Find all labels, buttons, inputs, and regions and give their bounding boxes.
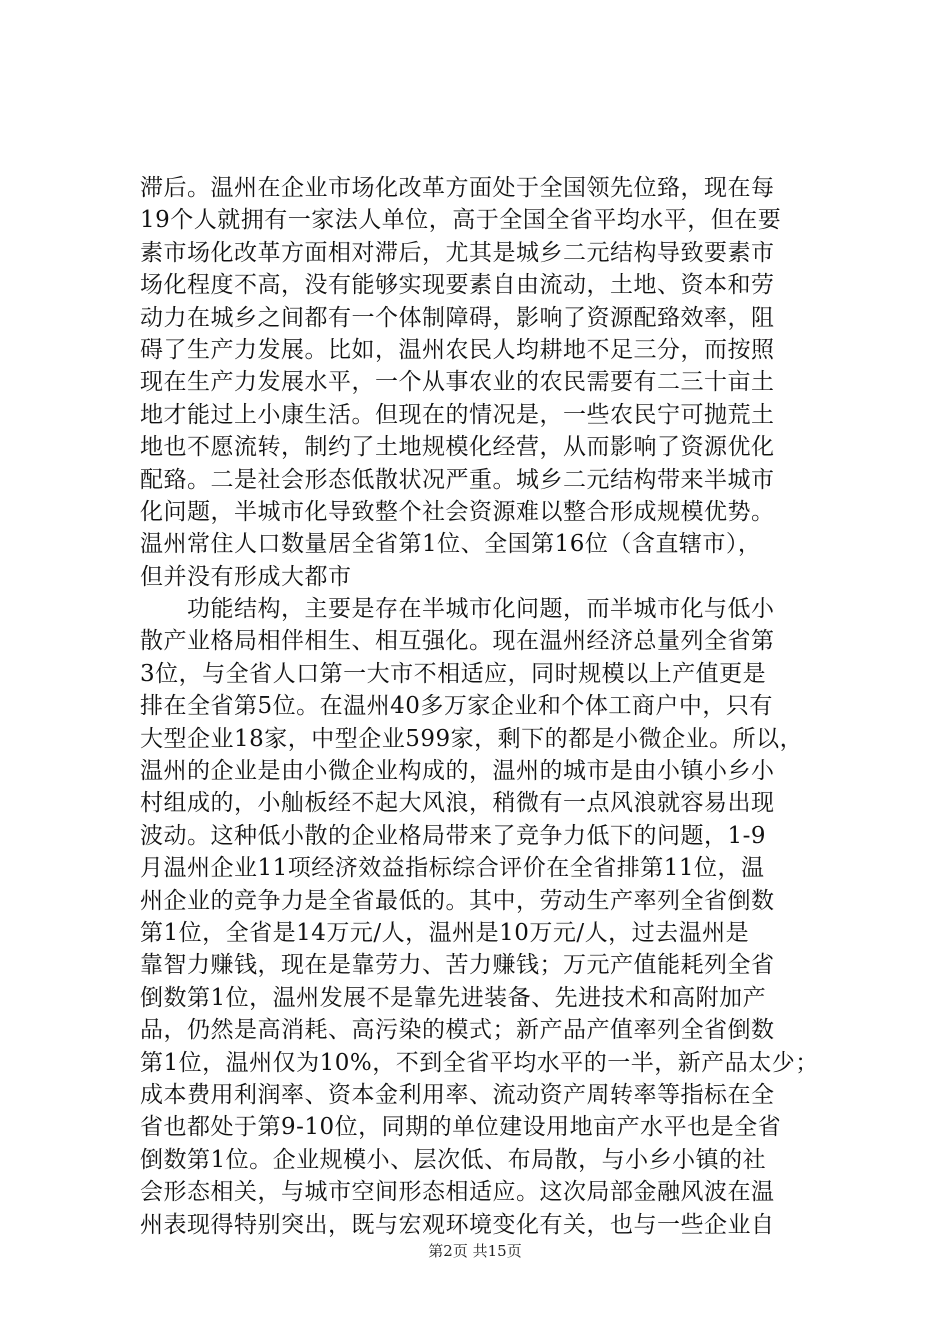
text-line: 滞后。温州在企业市场化改革方面处于全国领先位臵，现在每: [140, 175, 775, 201]
text-line: 配臵。二是社会形态低散状况严重。城乡二元结构带来半城市: [140, 466, 775, 493]
text-line: 成本费用利润率、资本金利用率、流动资产周转率等指标在全: [140, 1081, 775, 1108]
text-line: 品，仍然是高消耗、高污染的模式；新产品产值率列全省倒数: [140, 1017, 775, 1044]
text-line: 19个人就拥有一家法人单位，高于全国全省平均水平，但在要: [140, 207, 782, 234]
text-line: 靠智力赚钱，现在是靠劳力、苦力赚钱；万元产值能耗列全省: [140, 952, 775, 979]
page-number-label: 第2页 共15页: [428, 1242, 522, 1260]
text-line: 动力在城乡之间都有一个体制障碍，影响了资源配臵效率，阻: [140, 304, 775, 331]
text-line: 温州常住人口数量居全省第1位、全国第16位（含直辖市），: [140, 531, 762, 558]
text-line: 村组成的，小舢板经不起大风浪，稍微有一点风浪就容易出现: [140, 790, 775, 817]
text-line: 波动。这种低小散的企业格局带来了竞争力低下的问题，1-9: [140, 822, 767, 849]
text-line: 倒数第1位。企业规模小、层次低、布局散，与小乡小镇的社: [140, 1146, 767, 1173]
text-line: 州企业的竞争力是全省最低的。其中，劳动生产率列全省倒数: [140, 887, 775, 914]
page-footer: [0, 1240, 950, 1261]
paragraph-1: [140, 172, 830, 593]
text-line: 功能结构，主要是存在半城市化问题，而半城市化与低小: [140, 596, 775, 623]
text-line: 倒数第1位，温州发展不是靠先进装备、先进技术和高附加产: [140, 984, 767, 1011]
text-line: 月温州企业11项经济效益指标综合评价在全省排第11位，温: [140, 855, 765, 882]
text-line: 散产业格局相伴相生、相互强化。现在温州经济总量列全省第: [140, 628, 775, 655]
text-line: 现在生产力发展水平，一个从事农业的农民需要有二三十亩土: [140, 369, 775, 396]
text-line: 温州的企业是由小微企业构成的，温州的城市是由小镇小乡小: [140, 758, 775, 785]
text-line: 排在全省第5位。在温州40多万家企业和个体工商户中，只有: [140, 693, 773, 720]
text-line: 碍了生产力发展。比如，温州农民人均耕地不足三分，而按照: [140, 336, 775, 363]
body-text: [140, 172, 830, 1241]
text-line: 3位，与全省人口第一大市不相适应，同时规模以上产值更是: [140, 660, 767, 687]
text-line: 但并没有形成大都市: [140, 563, 352, 590]
text-line: 大型企业18家，中型企业599家，剩下的都是小微企业。所以，: [140, 725, 804, 752]
text-line: 地也不愿流转，制约了土地规模化经营，从而影响了资源优化: [140, 434, 775, 461]
text-line: 化问题，半城市化导致整个社会资源难以整合形成规模优势。: [140, 498, 775, 525]
text-line: 省也都处于第9-10位，同期的单位建设用地亩产水平也是全省: [140, 1114, 782, 1141]
text-line: 州表现得特别突出，既与宏观环境变化有关，也与一些企业自: [140, 1211, 775, 1238]
text-line: 会形态相关，与城市空间形态相适应。这次局部金融风波在温: [140, 1179, 775, 1206]
text-line: 第1位，全省是14万元/人，温州是10万元/人，过去温州是: [140, 919, 750, 946]
text-line: 素市场化改革方面相对滞后，尤其是城乡二元结构导致要素市: [140, 239, 775, 266]
text-line: 地才能过上小康生活。但现在的情况是，一些农民宁可抛荒土: [140, 401, 775, 428]
text-line: 第1位，温州仅为10%，不到全省平均水平的一半，新产品太少；: [140, 1049, 819, 1076]
paragraph-2: [140, 593, 830, 1241]
text-line: 场化程度不高，没有能够实现要素自由流动，土地、资本和劳: [140, 272, 775, 299]
